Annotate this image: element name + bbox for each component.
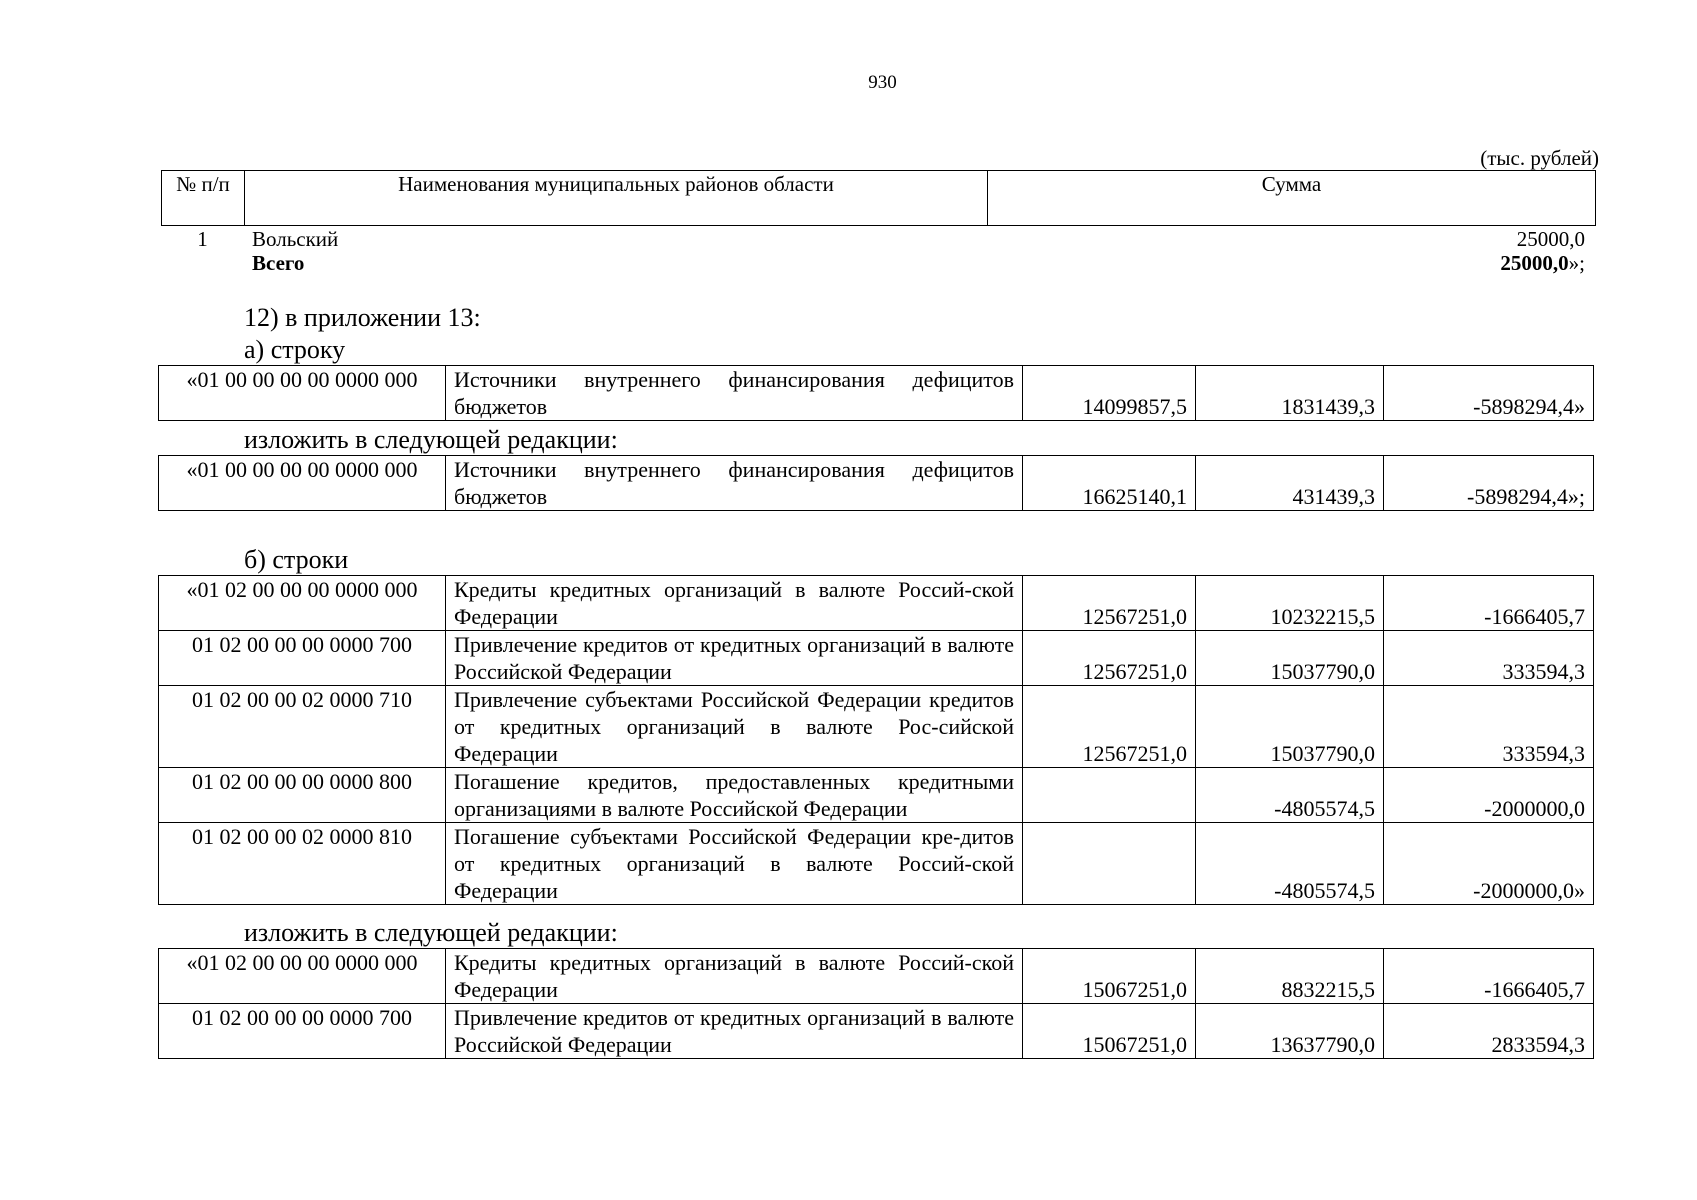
table-row — [159, 949, 1594, 1004]
districts-table-body — [161, 227, 1595, 275]
budget-description: Привлечение субъектами Российской Федерации кредитов от кредитных организаций в валюте Рос-сийской Федерации — [446, 686, 1023, 768]
value-1: 12567251,0 — [1023, 631, 1196, 686]
value-2: 1831439,3 — [1196, 366, 1384, 421]
table-row — [159, 631, 1594, 686]
budget-code: «01 00 00 00 00 0000 000 — [159, 456, 446, 511]
value-1: 16625140,1 — [1023, 456, 1196, 511]
budget-description: Кредиты кредитных организаций в валюте Россий-ской Федерации — [446, 576, 1023, 631]
value-3: -1666405,7 — [1384, 576, 1594, 631]
table-row — [159, 576, 1594, 631]
subsection-heading-b: б) строки — [244, 545, 349, 574]
value-3: -2000000,0 — [1384, 768, 1594, 823]
budget-description: Привлечение кредитов от кредитных организаций в валюте Российской Федерации — [446, 631, 1023, 686]
section-heading-12: 12) в приложении 13: — [244, 303, 481, 332]
budget-code: 01 02 00 00 02 0000 710 — [159, 686, 446, 768]
row-sum: 25000,0 — [1516, 227, 1585, 251]
total-sum: 25000,0 — [1500, 251, 1569, 275]
budget-description: Привлечение кредитов от кредитных организаций в валюте Российской Федерации — [446, 1004, 1023, 1059]
value-3: -5898294,4»; — [1384, 456, 1594, 511]
budget-code: «01 02 00 00 00 0000 000 — [159, 949, 446, 1004]
value-3: 333594,3 — [1384, 686, 1594, 768]
value-2: 15037790,0 — [1196, 686, 1384, 768]
table-row — [159, 686, 1594, 768]
value-2: -4805574,5 — [1196, 823, 1384, 905]
total-label: Всего — [252, 251, 305, 275]
value-2: 13637790,0 — [1196, 1004, 1384, 1059]
value-2: 431439,3 — [1196, 456, 1384, 511]
replace-heading-a: изложить в следующей редакции: — [244, 425, 618, 454]
value-3: 333594,3 — [1384, 631, 1594, 686]
budget-description: Погашение субъектами Российской Федерации кре-дитов от кредитных организаций в валюте Россий-ской Федерации — [446, 823, 1023, 905]
budget-description: Погашение кредитов, предоставленных кредитными организациями в валюте Российской Федерации — [446, 768, 1023, 823]
value-1 — [1023, 768, 1196, 823]
value-3: 2833594,3 — [1384, 1004, 1594, 1059]
header-number: № п/п — [162, 171, 245, 226]
value-2: -4805574,5 — [1196, 768, 1384, 823]
table-row — [159, 456, 1594, 511]
table-row — [159, 768, 1594, 823]
budget-code: «01 00 00 00 00 0000 000 — [159, 366, 446, 421]
table-row — [159, 1004, 1594, 1059]
value-1 — [1023, 823, 1196, 905]
budget-code: 01 02 00 00 00 0000 700 — [159, 631, 446, 686]
page-number: 930 — [868, 72, 897, 93]
table-a-old — [158, 365, 1594, 421]
row-number: 1 — [197, 227, 208, 251]
table-b-new — [158, 948, 1594, 1059]
budget-description: Источники внутреннего финансирования дефицитов бюджетов — [446, 366, 1023, 421]
value-1: 12567251,0 — [1023, 576, 1196, 631]
value-2: 10232215,5 — [1196, 576, 1384, 631]
districts-table-header — [161, 170, 1596, 226]
value-2: 15037790,0 — [1196, 631, 1384, 686]
total-suffix: »; — [1568, 251, 1585, 275]
replace-heading-b: изложить в следующей редакции: — [244, 918, 618, 947]
budget-code: «01 02 00 00 00 0000 000 — [159, 576, 446, 631]
table-row — [159, 823, 1594, 905]
total-row — [161, 251, 1595, 275]
value-3: -2000000,0» — [1384, 823, 1594, 905]
header-sum: Сумма — [988, 171, 1596, 226]
value-1: 14099857,5 — [1023, 366, 1196, 421]
table-a-new — [158, 455, 1594, 511]
value-1: 15067251,0 — [1023, 1004, 1196, 1059]
value-3: -1666405,7 — [1384, 949, 1594, 1004]
value-1: 15067251,0 — [1023, 949, 1196, 1004]
subsection-heading-a: а) строку — [244, 335, 346, 364]
row-district-name: Вольский — [252, 227, 339, 251]
value-1: 12567251,0 — [1023, 686, 1196, 768]
budget-code: 01 02 00 00 00 0000 800 — [159, 768, 446, 823]
value-2: 8832215,5 — [1196, 949, 1384, 1004]
value-3: -5898294,4» — [1384, 366, 1594, 421]
budget-description: Источники внутреннего финансирования дефицитов бюджетов — [446, 456, 1023, 511]
budget-code: 01 02 00 00 00 0000 700 — [159, 1004, 446, 1059]
budget-description: Кредиты кредитных организаций в валюте Россий-ской Федерации — [446, 949, 1023, 1004]
header-district-name: Наименования муниципальных районов области — [245, 171, 988, 226]
table-row — [159, 366, 1594, 421]
table-row — [161, 227, 1595, 251]
units-label: (тыс. рублей) — [1480, 146, 1599, 170]
table-b-old — [158, 575, 1594, 905]
budget-code: 01 02 00 00 02 0000 810 — [159, 823, 446, 905]
